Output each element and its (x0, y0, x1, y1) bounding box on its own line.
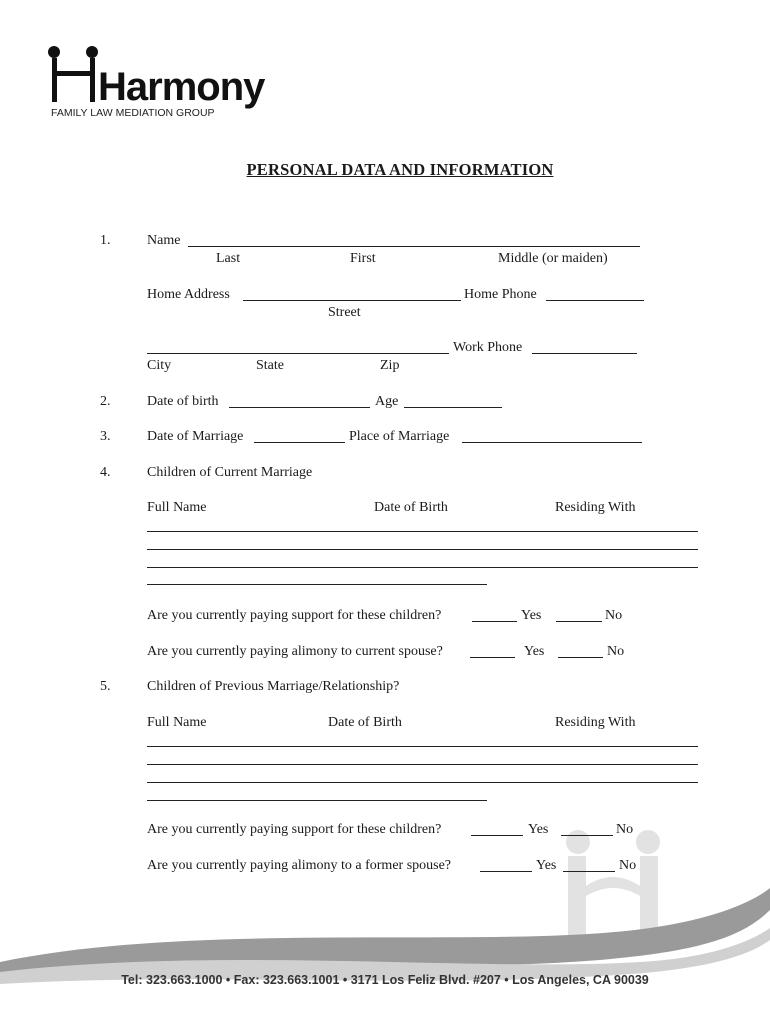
city-state-zip-field[interactable] (147, 353, 449, 354)
dob-field[interactable] (229, 407, 370, 408)
support-yes-field[interactable] (472, 621, 517, 622)
middle-caption: Middle (or maiden) (498, 251, 608, 266)
yes-label: Yes (528, 822, 549, 837)
harmony-logo (46, 42, 276, 122)
item-number: 5. (100, 679, 111, 694)
child-row-field[interactable] (147, 782, 698, 783)
support-yes-field[interactable] (471, 835, 523, 836)
zip-caption: Zip (380, 358, 400, 373)
support-no-field[interactable] (561, 835, 613, 836)
col-full-name: Full Name (147, 500, 207, 515)
dob-label: Date of birth (147, 394, 219, 409)
col-residing-with: Residing With (555, 500, 636, 515)
yes-label: Yes (524, 644, 545, 659)
section-heading: Children of Previous Marriage/Relationship? (147, 679, 400, 694)
child-row-field[interactable] (147, 549, 698, 550)
support-no-field[interactable] (556, 621, 602, 622)
support-question: Are you currently paying support for these children? (147, 608, 442, 623)
place-of-marriage-label: Place of Marriage (349, 429, 450, 444)
section-heading: Children of Current Marriage (147, 465, 313, 480)
alimony-yes-field[interactable] (470, 657, 515, 658)
alimony-question: Are you currently paying alimony to a former spouse? (147, 858, 452, 873)
no-label: No (616, 822, 634, 837)
home-address-field[interactable] (243, 300, 461, 301)
footer-swoosh (0, 880, 770, 1024)
first-caption: First (350, 251, 376, 266)
no-label: No (607, 644, 625, 659)
home-phone-label: Home Phone (464, 287, 537, 302)
col-residing-with: Residing With (555, 715, 636, 730)
street-caption: Street (328, 305, 361, 320)
place-of-marriage-field[interactable] (462, 442, 642, 443)
child-row-field[interactable] (147, 584, 487, 585)
no-label: No (605, 608, 623, 623)
work-phone-label: Work Phone (453, 340, 523, 355)
last-caption: Last (216, 251, 241, 266)
name-field[interactable] (188, 246, 640, 247)
item-number: 2. (100, 394, 111, 409)
alimony-no-field[interactable] (563, 871, 615, 872)
child-row-field[interactable] (147, 746, 698, 747)
child-row-field[interactable] (147, 567, 698, 568)
logo-wordmark: Harmony (98, 65, 265, 109)
date-of-marriage-label: Date of Marriage (147, 429, 244, 444)
city-caption: City (147, 358, 172, 373)
col-date-of-birth: Date of Birth (374, 500, 448, 515)
page-title: PERSONAL DATA AND INFORMATION (246, 160, 554, 179)
logo-tagline: FAMILY LAW MEDIATION GROUP (51, 107, 215, 119)
date-of-marriage-field[interactable] (254, 442, 345, 443)
alimony-yes-field[interactable] (480, 871, 532, 872)
name-label: Name (147, 233, 181, 248)
support-question: Are you currently paying support for these children? (147, 822, 442, 837)
age-field[interactable] (404, 407, 502, 408)
home-phone-field[interactable] (546, 300, 644, 301)
alimony-no-field[interactable] (558, 657, 603, 658)
col-date-of-birth: Date of Birth (328, 715, 402, 730)
item-number: 1. (100, 233, 111, 248)
age-label: Age (375, 394, 399, 409)
alimony-question: Are you currently paying alimony to current spouse? (147, 644, 443, 659)
footer-contact: Tel: 323.663.1000 • Fax: 323.663.1001 • 3171 Los Feliz Blvd. #207 • Los Angeles, CA 90039 (121, 973, 649, 987)
item-number: 4. (100, 465, 111, 480)
no-label: No (619, 858, 637, 873)
state-caption: State (256, 358, 284, 373)
child-row-field[interactable] (147, 800, 487, 801)
home-address-label: Home Address (147, 287, 230, 302)
item-number: 3. (100, 429, 111, 444)
yes-label: Yes (521, 608, 542, 623)
child-row-field[interactable] (147, 764, 698, 765)
yes-label: Yes (536, 858, 557, 873)
child-row-field[interactable] (147, 531, 698, 532)
col-full-name: Full Name (147, 715, 207, 730)
work-phone-field[interactable] (532, 353, 637, 354)
